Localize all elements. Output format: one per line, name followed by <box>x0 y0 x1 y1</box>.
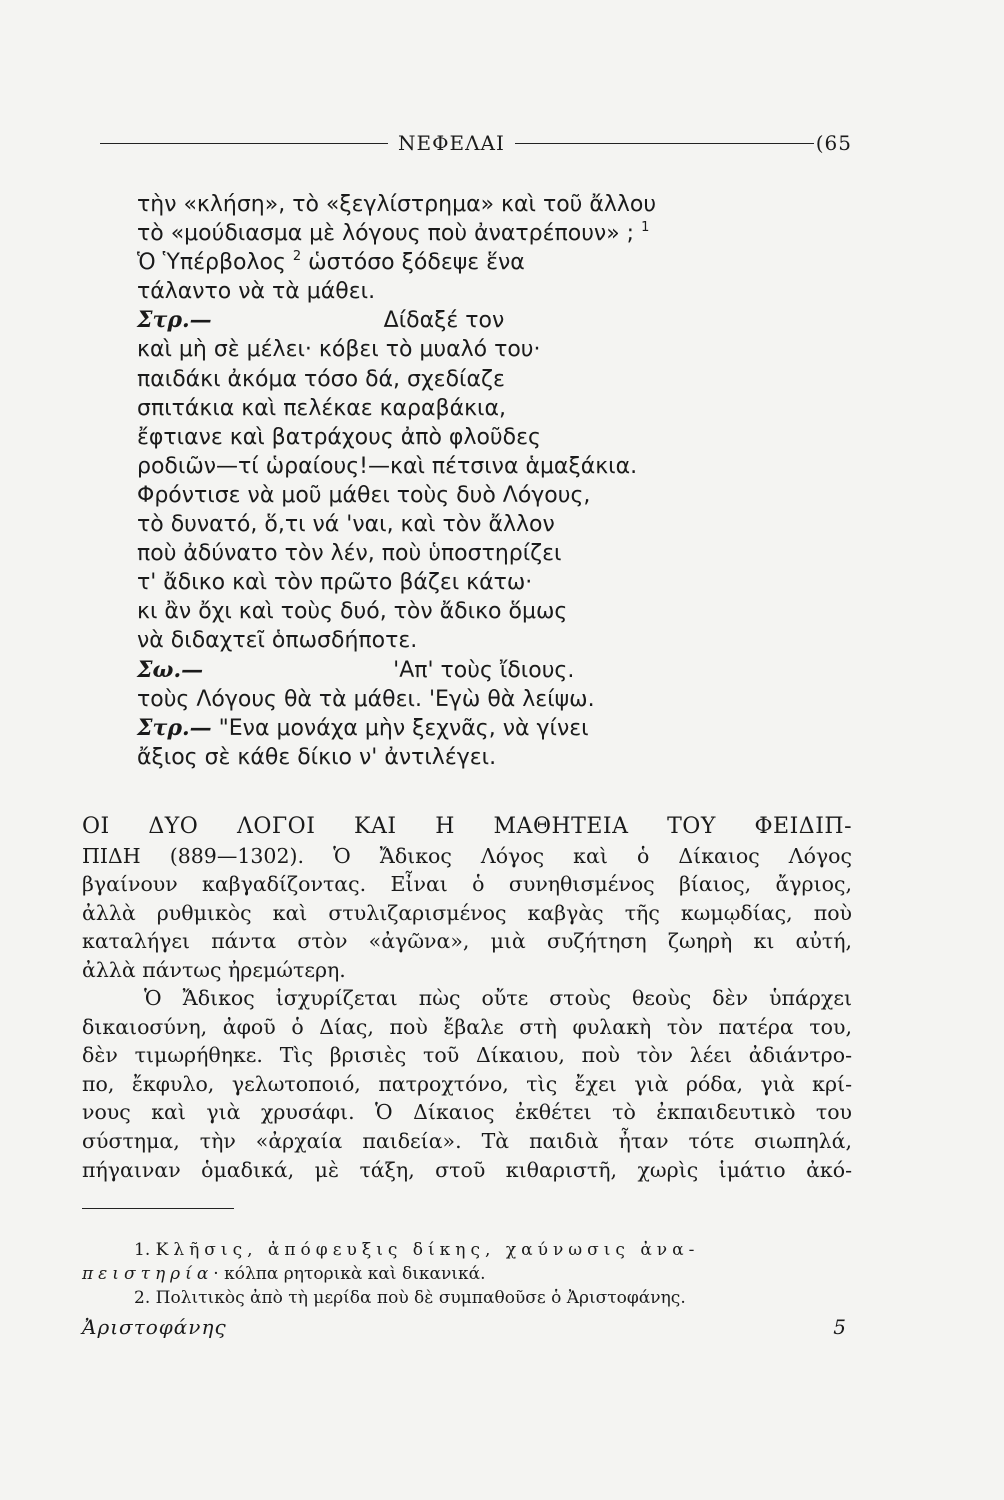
prose-line: ΠΙΔΗ (889—1302). Ὁ Ἄδικος Λόγος καὶ ὁ Δίκαιος Λόγος <box>82 843 852 868</box>
verse-line <box>137 452 817 481</box>
verse-text: τάλαντο νὰ τὰ μάθει. <box>137 279 376 305</box>
prose-line: πο, ἔκφυλο, γελωτοποιό, πατροχτόνο, τὶς ἔχει γιὰ ρόδα, γιὰ κρί- <box>82 1071 852 1096</box>
verse-line <box>137 510 817 539</box>
verse-line <box>137 656 817 685</box>
header-rule-right <box>515 143 814 144</box>
verse-line <box>137 277 817 306</box>
verse-text: νὰ διδαχτεῖ ὁπωσδήποτε. <box>137 628 418 654</box>
verse-line <box>137 626 817 655</box>
verse-text: Ὁ Ὑπέρβολος <box>137 250 286 276</box>
running-header <box>100 128 852 158</box>
footnote-ref: 2 <box>292 249 302 265</box>
prose-line: σύστημα, τὴν «ἀρχαία παιδεία». Τὰ παιδιὰ ἦταν τότε σιωπηλά, <box>82 1129 852 1154</box>
footnote-ref: 1 <box>641 220 650 236</box>
footnotes <box>82 1238 852 1310</box>
verse-line <box>137 539 817 568</box>
verse-block <box>137 190 817 772</box>
footnote-text: · κόλπα ρητορικὰ καὶ δικανικά. <box>213 1264 486 1284</box>
prose-line: καταλήγει πάντα στὸν «ἀγῶνα», μιὰ συζήτηση ζωηρὴ κι αὐτή, <box>82 929 852 954</box>
footnote-1-cont <box>82 1262 852 1286</box>
footnote-1 <box>82 1238 852 1262</box>
verse-text: Φρόντισε νὰ μοῦ μάθει τοὺς δυὸ Λόγους, <box>137 482 591 508</box>
verse-text: ἔφτιανε καὶ βατράχους ἀπὸ φλοῦδες <box>137 424 541 450</box>
footnote-number: 1. <box>134 1240 151 1260</box>
verse-line <box>137 306 817 335</box>
prose-line: δὲν τιμωρήθηκε. Τὶς βρισιὲς τοῦ Δίκαιου, ποὺ τὸν λέει ἀδιάντρο- <box>82 1043 852 1068</box>
verse-line <box>137 365 817 394</box>
verse-text: τοὺς Λόγους θὰ τὰ μάθει. 'Εγὼ θὰ λείψω. <box>137 686 595 712</box>
verse-line <box>137 685 817 714</box>
verse-text: παιδάκι ἀκόμα τόσο δά, σχεδίαζε <box>137 366 505 392</box>
speaker-label: Σω.— <box>137 656 204 683</box>
section-heading: ΟΙ ΔΥΟ ΛΟΓΟΙ ΚΑΙ Η ΜΑΘΗΤΕΙΑ ΤΟΥ ΦΕΙΔΙΠ- <box>82 814 852 839</box>
verse-line <box>137 743 817 772</box>
verse-line <box>137 597 817 626</box>
footnote-number: 2. <box>134 1288 151 1308</box>
verse-text: ἄξιος σὲ κάθε δίκιο ν' ἀντιλέγει. <box>137 744 497 770</box>
verse-text: κι ἂν ὄχι καὶ τοὺς δυό, τὸν ἄδικο ὅμως <box>137 599 568 625</box>
prose-line: νους καὶ γιὰ χρυσάφι. Ὁ Δίκαιος ἐκθέτει τὸ ἐκπαιδευτικὸ του <box>82 1100 852 1125</box>
verse-line <box>137 568 817 597</box>
verse-line <box>137 248 817 277</box>
header-rule-left <box>100 143 388 144</box>
verse-line <box>137 481 817 510</box>
verse-text: τὸ δυνατό, ὅ,τι νά 'ναι, καὶ τὸν ἄλλον <box>137 512 555 538</box>
footnote-rule <box>82 1208 234 1209</box>
verse-text: ροδιῶν—τί ὡραίους!—καὶ πέτσινα ἁμαξάκια. <box>137 453 638 479</box>
footnote-term: Κλῆσις, ἀπόφευξις δίκης, χαύνωσις ἀνα- <box>155 1240 700 1260</box>
speaker-label: Στρ.— <box>137 307 212 334</box>
verse-text: Δίδαξέ τον <box>383 308 505 334</box>
prose-line: πήγαιναν ὁμαδικά, μὲ τάξη, στοῦ κιθαριστῆ, χωρὶς ἱμάτιο ἀκό- <box>82 1157 852 1182</box>
verse-text: σπιτάκια καὶ πελέκαε καραβάκια, <box>137 395 506 421</box>
running-title: ΝΕΦΕΛΑΙ <box>398 131 505 155</box>
sheet-number: 5 <box>833 1315 846 1339</box>
prose-line: ἀλλὰ πάντως ἠρεμώτερη. <box>82 957 346 982</box>
verse-line <box>137 394 817 423</box>
verse-line <box>137 423 817 452</box>
page-footer <box>82 1315 852 1339</box>
verse-text: τὴν «κλήση», τὸ «ξεγλίστρημα» καὶ τοῦ ἄλλου <box>137 192 657 217</box>
verse-line <box>137 190 817 219</box>
prose-line: δικαιοσύνη, ἀφοῦ ὁ Δίας, ποὺ ἔβαλε στὴ φυλακὴ τὸν πατέρα του, <box>82 1014 852 1039</box>
prose-line: Ὁ Ἄδικος ἰσχυρίζεται πὼς οὔτε στοὺς θεοὺς δὲν ὑπάρχει <box>144 986 852 1011</box>
verse-line <box>137 335 817 364</box>
verse-text: καὶ μὴ σὲ μέλει· κόβει τὸ μυαλό του· <box>137 337 541 363</box>
footnote-text: Πολιτικὸς ἀπὸ τὴ μερίδα ποὺ δὲ συμπαθοῦσε ὁ Ἀριστοφάνης. <box>155 1288 686 1308</box>
verse-text: "Ενα μονάχα μὴν ξεχνᾶς, νὰ γίνει <box>218 715 589 741</box>
verse-text: 'Απ' τοὺς ἴδιους. <box>393 657 575 683</box>
footnote-2 <box>82 1286 852 1310</box>
verse-text: τ' ἄδικο καὶ τὸν πρῶτο βάζει κάτω· <box>137 570 533 596</box>
footer-signature: Ἀριστοφάνης <box>82 1315 227 1339</box>
verse-line <box>137 714 817 743</box>
verse-line <box>137 219 817 248</box>
verse-text: ὡστόσο ξόδεψε ἕνα <box>308 250 525 276</box>
speaker-label: Στρ.— <box>137 714 212 741</box>
footnote-term: πειστηρία <box>82 1264 214 1284</box>
verse-text: ποὺ ἀδύνατο τὸν λέν, ποὺ ὑποστηρίζει <box>137 541 562 567</box>
verse-text: τὸ «μούδιασμα μὲ λόγους ποὺ ἀνατρέπουν» ; <box>137 221 635 247</box>
prose-line: βγαίνουν καβγαδίζοντας. Εἶναι ὁ συνηθισμένος βίαιος, ἄγριος, <box>82 872 852 897</box>
page-number: (65 <box>815 131 852 155</box>
commentary-block <box>82 813 852 1184</box>
prose-line: ἀλλὰ ρυθμικὸς καὶ στυλιζαρισμένος καβγὰς τῆς κωμῳδίας, ποὺ <box>82 900 852 925</box>
